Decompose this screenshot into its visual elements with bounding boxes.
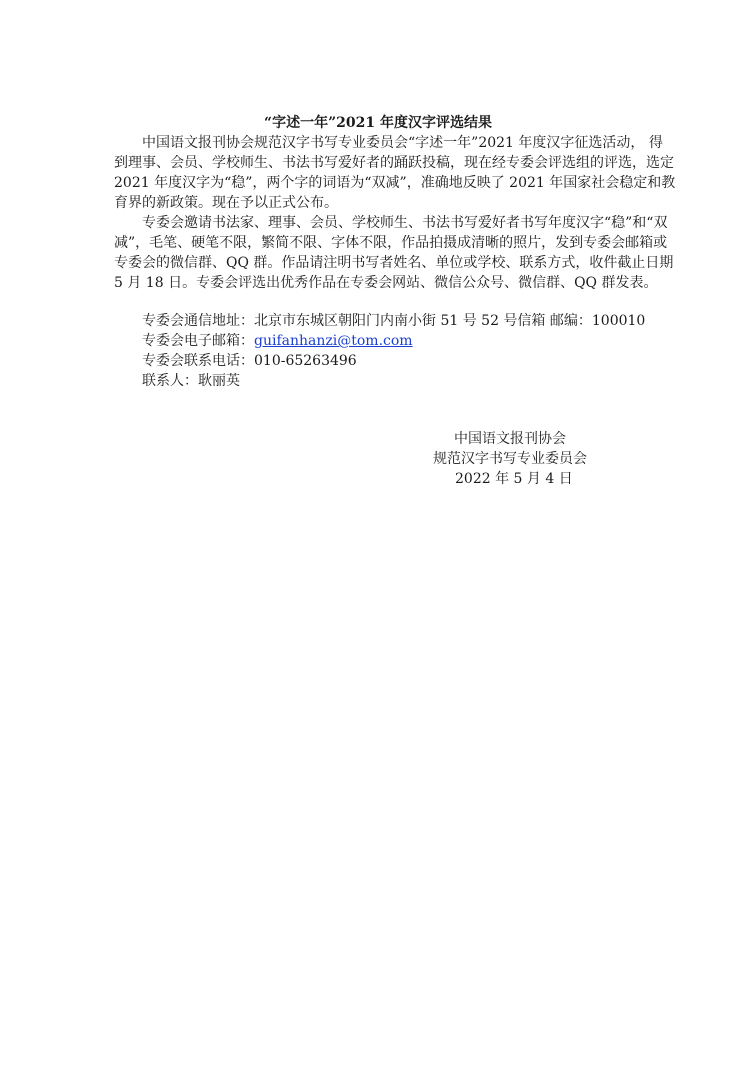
paragraph-1-line-4: 育界的新政策。现在予以正式公布。 (114, 195, 338, 211)
document-title: “字述一年”2021 年度汉字评选结果 (264, 115, 492, 131)
paragraph-2-line-1: 专委会邀请书法家、理事、会员、学校师生、书法书写爱好者书写年度汉字“稳”和“双 (142, 215, 668, 231)
person-value: 耿丽英 (198, 373, 240, 389)
email-link[interactable]: guifanhanzi@tom.com (254, 333, 413, 349)
address-label: 专委会通信地址： (142, 313, 254, 329)
contact-address (142, 311, 645, 331)
paragraph-1-line-1: 中国语文报刊协会规范汉字书写专业委员会“字述一年”2021 年度汉字征选活动， 得 (142, 135, 663, 151)
signature-org-line-1: 中国语文报刊协会 (454, 431, 566, 447)
paragraph-1-line-2: 到理事、会员、学校师生、书法书写爱好者的踊跃投稿，现在经专委会评选组的评选，选定 (114, 155, 674, 171)
address-value: 北京市东城区朝阳门内南小街 51 号 52 号信箱 邮编：100010 (254, 313, 646, 329)
signature-date: 2022 年 5 月 4 日 (455, 471, 573, 487)
contact-phone (142, 351, 357, 371)
email-label: 专委会电子邮箱： (142, 333, 254, 349)
phone-label: 专委会联系电话： (142, 353, 254, 369)
contact-person (142, 371, 240, 391)
person-label: 联系人： (142, 373, 198, 389)
contact-email (142, 331, 413, 351)
paragraph-1-line-3: 2021 年度汉字为“稳”，两个字的词语为“双减”，准确地反映了 2021 年国家社会稳定和教 (114, 175, 676, 191)
paragraph-2-line-3: 专委会的微信群、QQ 群。作品请注明书写者姓名、单位或学校、联系方式，收件截止日期 (114, 255, 674, 271)
signature-org-line-2: 规范汉字书写专业委员会 (433, 451, 587, 467)
phone-value: 010-65263496 (254, 353, 357, 369)
paragraph-2-line-4: 5 月 18 日。专委会评选出优秀作品在专委会网站、微信公众号、微信群、QQ 群发表。 (114, 275, 658, 291)
paragraph-2-line-2: 减”，毛笔、硬笔不限，繁简不限、字体不限，作品拍摄成清晰的照片，发到专委会邮箱或 (114, 235, 668, 251)
